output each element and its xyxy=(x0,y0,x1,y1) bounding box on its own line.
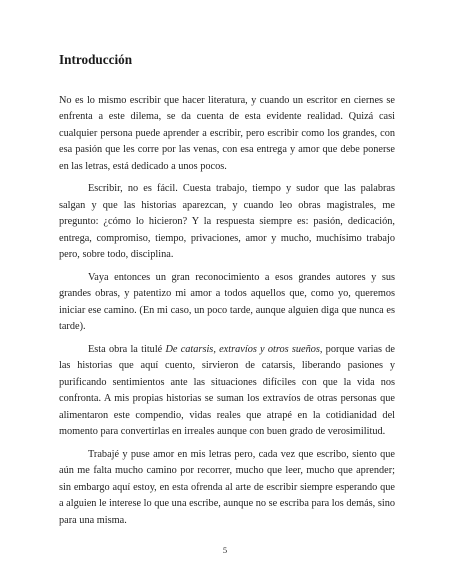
text-run: Vaya entonces un gran reconocimiento a esos grandes autores y sus grandes obras, y patentizo mi amor a todos aquellos que, como yo, queremos iniciar ese camino. (En mi caso, un poco tarde, aunque alguien diga que nunca es tarde). xyxy=(59,271,395,333)
paragraph xyxy=(59,181,395,263)
book-title: De catarsis, extravíos y otros sueños, xyxy=(165,343,323,355)
paragraph xyxy=(59,447,395,529)
body-text xyxy=(59,93,395,535)
page-number: 5 xyxy=(222,545,228,555)
section-heading: Introducción xyxy=(59,52,133,67)
paragraph xyxy=(59,342,395,441)
paragraph xyxy=(59,270,395,336)
paragraph xyxy=(59,93,395,175)
text-run: No es lo mismo escribir que hacer literatura, y cuando un escritor en ciernes se enfrenta a este dilema, se da cuenta de esta evidente realidad. Quizá casi cualquier persona puede aprender a escribir, pero escribir como los grandes, con esa pasión que les corre por las venas, con esa entrega y amor que debe ponerse en las letras, está dedicado a unos pocos. xyxy=(59,95,395,172)
text-run: Esta obra la titulé xyxy=(88,343,166,355)
text-run: Escribir, no es fácil. Cuesta trabajo, tiempo y sudor que las palabras salgan y que las historias aparezcan, y cuando leo obras magistrales, me pregunto: ¿cómo lo hicieron? Y la respuesta siempre es: pasión, dedicación, entrega, compromiso, tiempo, privaciones, amor y mucho, muchísimo trabajo pero, sobre todo, disciplina. xyxy=(59,183,395,261)
text-run: Trabajé y puse amor en mis letras pero, cada vez que escribo, siento que aún me falta mucho camino por recorrer, mucho que leer, mucho que aprender; sin embargo aquí estoy, en esta ofrenda al arte de escribir siempre esperando que a alguien le interese lo que una escribe, aunque no se escriba para los demás, sino para una misma. xyxy=(59,448,395,526)
text-run: porque varias de las historias que aquí cuento, sirvieron de catarsis, liberando pasiones y purificando sentimientos ante las situaciones difíciles con que la vida nos confronta. A mis propias historias se suman los extravíos de otras personas que alimentaron este compendio, vidas reales que atrapé en la cotidianidad del momento para convertirlas en irreales aunque con buen grado de verosimilitud. xyxy=(59,343,395,438)
